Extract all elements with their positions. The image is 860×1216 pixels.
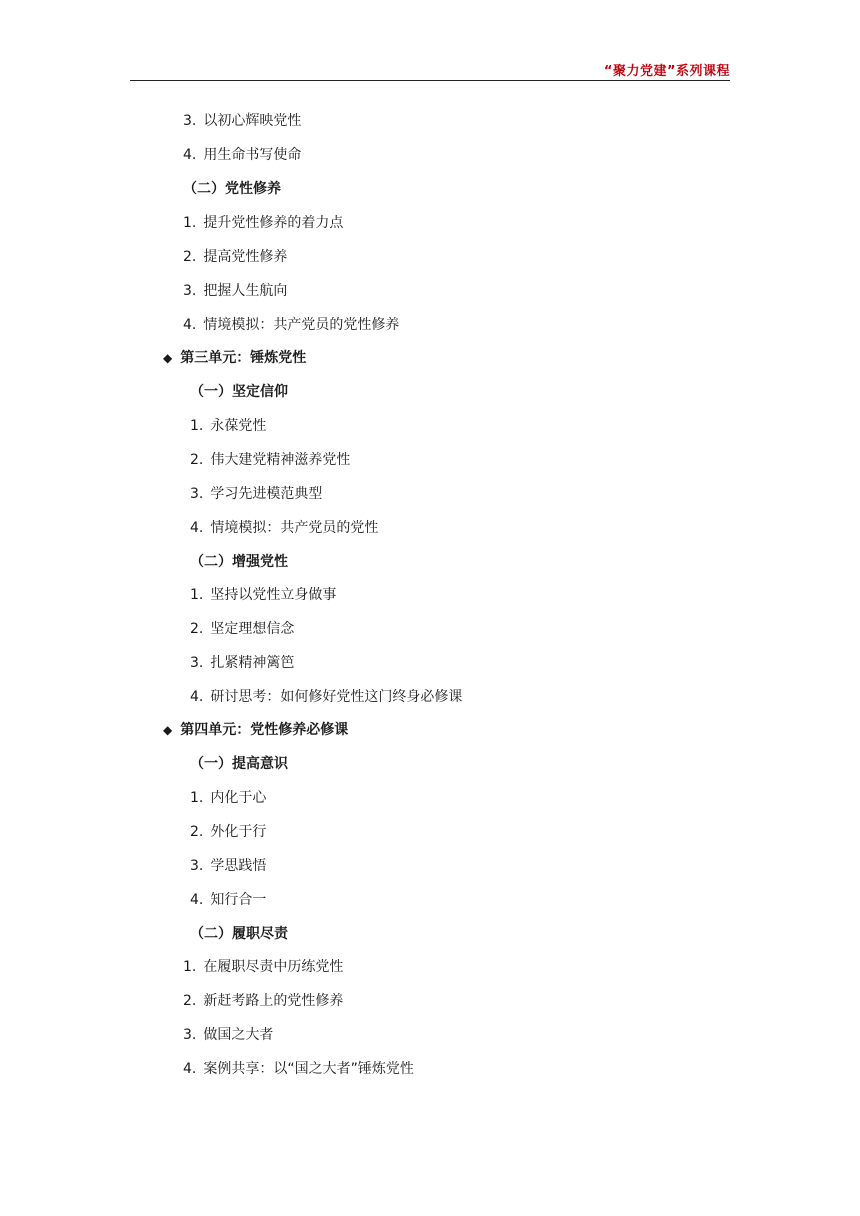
- subsection-title: （二）增强党性: [190, 554, 288, 570]
- list-item: 3. 扎紧精神篱笆: [190, 655, 295, 671]
- list-item: 4. 案例共享：以“国之大者”锤炼党性: [183, 1061, 414, 1077]
- unit-heading: ◆ 第三单元：锤炼党性: [163, 350, 307, 366]
- list-item: 3. 把握人生航向: [183, 283, 288, 299]
- list-item: 4. 用生命书写使命: [183, 147, 302, 163]
- list-item: 1. 内化于心: [190, 790, 267, 806]
- header-title: “聚力党建”系列课程: [603, 64, 730, 79]
- list-item: 3. 学习先进模范典型: [190, 486, 323, 502]
- list-item: 1. 永葆党性: [190, 418, 267, 434]
- list-item: 3. 学思践悟: [190, 858, 267, 874]
- list-item: 3. 做国之大者: [183, 1027, 274, 1043]
- list-item: 4. 情境模拟：共产党员的党性修养: [183, 317, 400, 333]
- list-item: 1. 坚持以党性立身做事: [190, 587, 337, 603]
- list-item: 3. 以初心辉映党性: [183, 113, 302, 129]
- page-header: [130, 58, 730, 80]
- list-item: 2. 提高党性修养: [183, 249, 288, 265]
- diamond-bullet-icon: ◆: [163, 723, 173, 737]
- header-rule: [130, 80, 730, 81]
- list-item: 1. 在履职尽责中历练党性: [183, 959, 344, 975]
- subsection-title: （二）履职尽责: [190, 926, 288, 942]
- subsection-title: （二）党性修养: [183, 181, 281, 197]
- list-item: 2. 外化于行: [190, 824, 267, 840]
- diamond-bullet-icon: ◆: [163, 351, 173, 365]
- list-item: 4. 情境模拟：共产党员的党性: [190, 520, 379, 536]
- list-item: 2. 坚定理想信念: [190, 621, 295, 637]
- unit-heading: ◆ 第四单元：党性修养必修课: [163, 722, 349, 738]
- list-item: 4. 知行合一: [190, 892, 267, 908]
- subsection-title: （一）提高意识: [190, 756, 288, 772]
- list-item: 2. 伟大建党精神滋养党性: [190, 452, 351, 468]
- subsection-title: （一）坚定信仰: [190, 384, 288, 400]
- list-item: 4. 研讨思考：如何修好党性这门终身必修课: [190, 689, 463, 705]
- list-item: 2. 新赶考路上的党性修养: [183, 993, 344, 1009]
- list-item: 1. 提升党性修养的着力点: [183, 215, 344, 231]
